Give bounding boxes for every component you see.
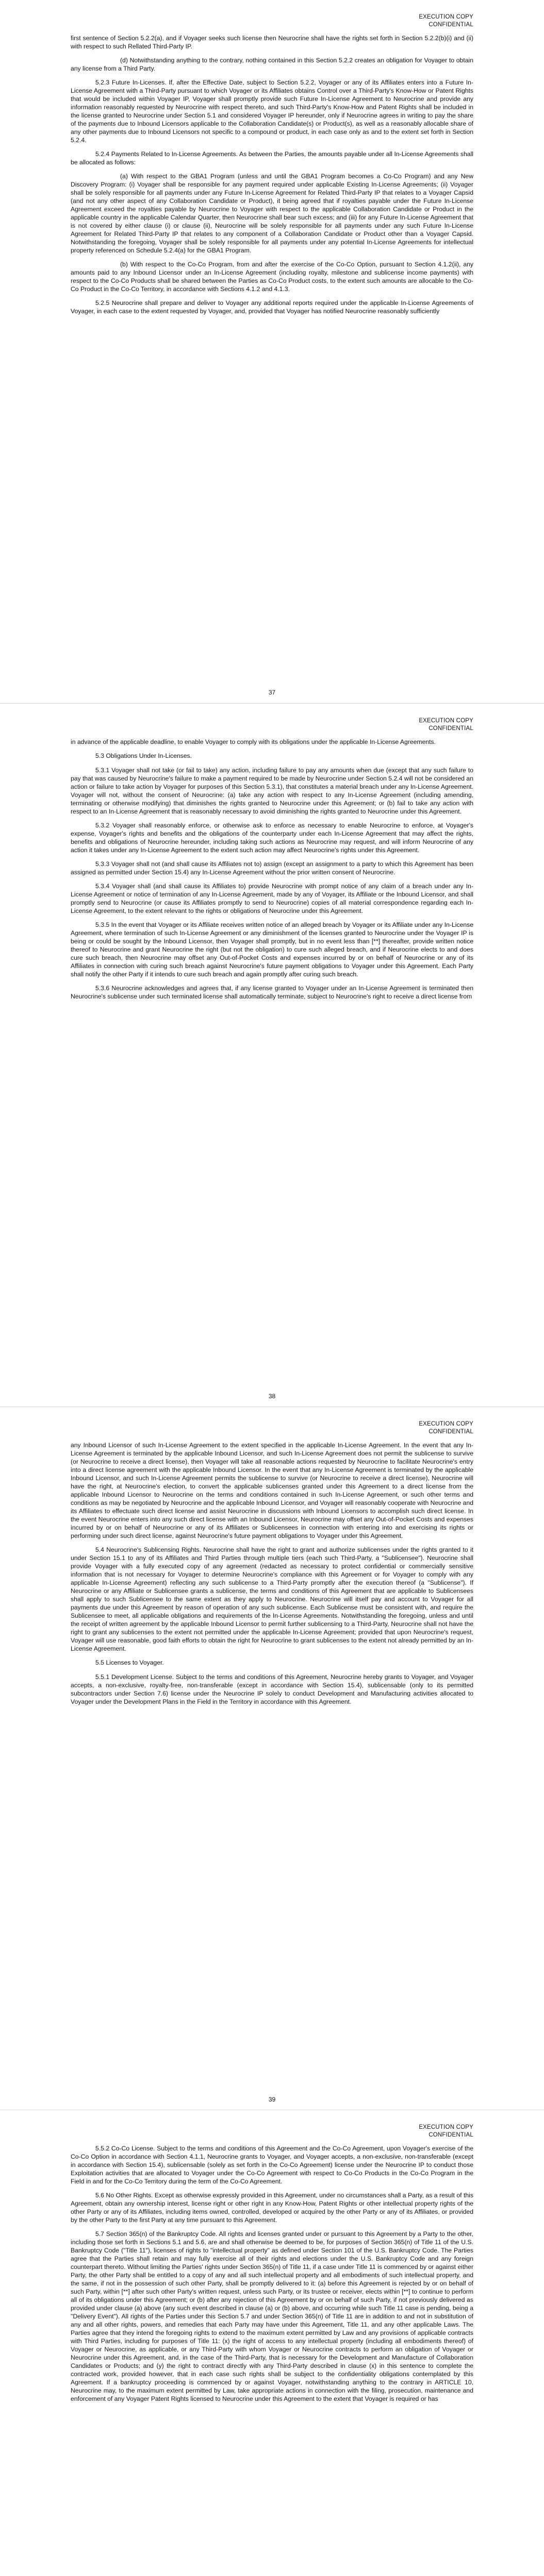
body-paragraph: 5.3.4 Voyager shall (and shall cause its Affiliates to) provide Neurocrine with prompt notice of any claim of a breach under any In-License Agreement or notice of termination of any In-License Agreement, made by any of Voyager, its Affiliate or the Inbound Licensor, and shall promptly send to Neurocrine (or cause its Affiliates promptly to send to Neurocrine) copies of all material correspondence regarding each In-License Agreement, to the extent relevant to the rights or obligations of Neurocrine under this Agreement.	[71, 883, 473, 914]
body-paragraph: 5.7 Section 365(n) of the Bankruptcy Code. All rights and licenses granted under or pursuant to this Agreement by a Party to the other, including those set forth in Sections 5.1 and 5.6, are and shall otherwise be deemed to be, for purposes of Section 365(n) of Title 11 of the U.S. Bankruptcy Code ("Title 11"), licenses of rights to "intellectual property" as defined under Section 101 of the U.S. Bankruptcy Code. The Parties agree that the Parties shall retain and may fully exercise all of their rights and elections under the U.S. Bankruptcy Code and any foreign counterpart thereto. Without limiting the Parties' rights under Section 365(n) of Title 11, if a case under Title 11 is commenced by or against either Party, the other Party shall be entitled to a copy of any and all such intellectual property and all embodiments of such intellectual property, and the same, if not in the possession of such other Party, shall be promptly delivered to it: (a) before this Agreement is rejected by or on behalf of such Party, within [**] after such other Party's written request, unless such Party, or its trustee or receiver, elects within [**] to continue to perform all of its obligations under this Agreement; or (b) after any rejection of this Agreement by or on behalf of such Party, if not previously delivered as provided under clause (a) above (any such event described in clause (a) or (b) above, and occurring while such Title 11 case is pending, being a "Delivery Event"). All rights of the Parties under this Section 5.7 and under Section 365(n) of Title 11 are in addition to and not in substitution of any and all other rights, powers, and remedies that each Party may have under this Agreement, Title 11, and any other applicable Laws. The Parties agree that they intend the foregoing rights to extend to the maximum extent permitted by Law and any provisions of applicable contracts with Third Parties, including for purposes of Title 11: (x) the right of access to any intellectual property (including all embodiments thereof) of Voyager or Neurocrine, as applicable, or any Third-Party with whom Voyager or Neurocrine contracts to perform an obligation of Voyager or Neurocrine under this Agreement, and, in the case of the Third-Party, that is necessary for the Development and Manufacture of Collaboration Candidates or Products; and (y) the right to contract directly with any Third-Party described in clause (x) in this sentence to complete the contracted work, provided however, that in each case such rights shall be subject to the confidentiality obligations contemplated by this Agreement. If a bankruptcy proceeding is commenced by or against Voyager, notwithstanding anything to the contrary in ARTICLE 10, Neurocrine may, to the maximum extent permitted by Law, take appropriate actions in connection with the filing, prosecution, maintenance and enforcement of any Voyager Patent Rights licensed to Neurocrine under this Agreement to the extent that Voyager is required or has	[71, 2230, 473, 2402]
body-paragraph: 5.2.3 Future In-Licenses. If, after the Effective Date, subject to Section 5.2.2, Voyager or any of its Affiliates enters into a Future In-License Agreement with a Third-Party pursuant to which Voyager or its Affiliates obtains Control over a Third-Party's Know-How or Patent Rights that would be included within Voyager IP, Voyager shall promptly provide such Future In-License Agreement to Neurocrine and provide any information reasonably requested by Neurocrine with respect thereto, and such Third-Party's Know-How and Patent Rights shall be included in the license granted to Neurocrine under Section 5.1 and considered Voyager IP hereunder, only if Neurocrine agrees in writing to pay the share of the payments due to Inbound Licensors applicable to the Collaboration Candidate(s) or Product(s), as well as a reasonably allocable share of any other payments due to Inbound Licensors not specific to a compound or product, in each case only as and to the extent set forth in Section 5.2.4.	[71, 79, 473, 144]
document-page	[0, 0, 544, 703]
body-paragraph: 5.3.2 Voyager shall reasonably enforce, or otherwise ask to enforce as necessary to enable Neurocrine to enforce, at Voyager's expense, Voyager's rights and benefits and the obligations of the counterparty under each In-License Agreement that may affect the rights, benefits and obligations of Neurocrine hereunder, including taking such actions as Neurocrine may request, and will inform Neurocrine of any action it takes under any In-License Agreement to the extent such action may affect Neurocrine's rights under this Agreement.	[71, 822, 473, 854]
body-paragraph: 5.3.6 Neurocrine acknowledges and agrees that, if any license granted to Voyager under an In-License Agreement is terminated then Neurocrine's sublicense under such terminated license shall automatically terminate, subject to Neurocrine's right to receive a direct license from	[71, 985, 473, 1000]
body-paragraph: (b) With respect to the Co-Co Program, from and after the exercise of the Co-Co Option, pursuant to Section 4.1.2(ii), any amounts paid to any Inbound Licensor under an In-License Agreement (including royalty, milestone and sublicense income payments) with respect to the Co-Co Products shall be shared between the Parties as Co-Co Product costs, to the extent such amounts are allocable to the Co-Co Product in the Co-Co Territory, in accordance with Sections 4.1.2 and 4.1.3.	[71, 261, 473, 293]
header-line2: CONFIDENTIAL	[428, 2132, 473, 2138]
body-paragraph: 5.4 Neurocrine's Sublicensing Rights. Neurocrine shall have the right to grant and authorize sublicenses under the rights granted to it under Section 15.1 to any of its Affiliates and Third Parties through multiple tiers (each such Third-Party, a "Sublicensee"). Neurocrine shall provide Voyager with a fully executed copy of any agreement (redacted as necessary to protect confidential or commercially sensitive information that is not necessary for Voyager to determine Neurocrine's compliance with this Agreement or for Voyager to comply with any applicable In-License Agreement) reflecting any such sublicense to a Third-Party promptly after the execution thereof (a "Sublicense"). If Neurocrine or any Affiliate or Sublicensee grants a sublicense, the terms and conditions of this Agreement that are applicable to Sublicensees shall apply to such Sublicensee to the same extent as they apply to Neurocrine. Neurocrine will itself pay and account to Voyager for all payments due under this Agreement by reason of operation of any such sublicense. Each Sublicense must be consistent with, and require the Sublicensee to meet, all applicable obligations and requirements of the In-License Agreements. Notwithstanding the foregoing, unless and until the receipt of written agreement by the applicable Inbound Licensor to permit further sublicensing to a Third-Party, Neurocrine shall not have the right to grant any sublicenses to the extent not permitted under the applicable In-License Agreement; provided that upon Neurocrine's request, Voyager will use reasonable, good faith efforts to obtain the right for Neurocrine to grant sublicenses to the extent not already permitted by an In-License Agreement.	[71, 1546, 473, 1652]
body-paragraph: 5.3.1 Voyager shall not take (or fail to take) any action, including failure to pay any amounts when due (except that any such failure to pay that was caused by Neurocrine's failure to make a payment required to be made by Neurocrine under Section 5.2.4 will not be considered an action or failure to take action by Voyager for purposes of this Section 5.3.1), that constitutes a material breach under any In-License Agreement. Voyager will not, without the consent of Neurocrine: (a) take any action with respect to any In-License Agreement (including amending, terminating or otherwise modifying) that diminishes the rights granted to Neurocrine under this Agreement; or (b) fail to take any action with respect to an In-License Agreement that is reasonably necessary to avoid diminishing the rights granted to Neurocrine under this Agreement.	[71, 767, 473, 815]
header-line1: EXECUTION COPY	[419, 14, 473, 20]
body-paragraph: 5.2.4 Payments Related to In-License Agreements. As between the Parties, the amounts payable under all In-License Agreements shall be allocated as follows:	[71, 150, 473, 166]
page-number: 38	[268, 1393, 276, 1400]
body-paragraph: 5.6 No Other Rights. Except as otherwise expressly provided in this Agreement, under no circumstances shall a Party, as a result of this Agreement, obtain any ownership interest, license right or other right in any Know-How, Patent Rights or other intellectual property rights of the other Party or any of its Affiliates, including items owned, controlled, developed or acquired by the other Party or any of its Affiliates, or provided by the other Party to the first Party at any time pursuant to this Agreement.	[71, 2192, 473, 2224]
page-content	[71, 2124, 473, 2576]
header-line1: EXECUTION COPY	[419, 1421, 473, 1427]
header-line1: EXECUTION COPY	[419, 2124, 473, 2130]
document-page	[0, 2110, 544, 2576]
header-line2: CONFIDENTIAL	[428, 22, 473, 28]
page-header	[71, 2124, 473, 2139]
page-content	[71, 13, 473, 690]
page-header	[71, 717, 473, 733]
body-paragraph: 5.3.3 Voyager shall not (and shall cause its Affiliates not to) assign (except an assignment to a party to which this Agreement has been assigned as permitted under Section 15.4) any In-License Agreement without the prior written consent of Neurocrine.	[71, 860, 473, 876]
body-paragraph: first sentence of Section 5.2.2(a), and if Voyager seeks such license then Neurocrine shall have the rights set forth in Section 5.2.2(b)(i) and (ii) with respect to such Rellated Third-Party IP.	[71, 35, 473, 50]
section-heading: 5.3 Obligations Under In-Licenses.	[95, 752, 192, 759]
document-page	[0, 1406, 544, 2110]
body-paragraph: any Inbound Licensor of such In-License Agreement to the extent specified in the applicable In-License Agreement. In the event that any In-License Agreement is terminated by the applicable Inbound Licensor, and such In-License Agreement does not permit the sublicense to survive (or Neurocrine to receive a direct license), then Voyager will take all reasonable actions requested by Neurocrine to facilitate Neurocrine's entry into a direct license agreement with the applicable Inbound Licensor. In the event that any In-License Agreement is terminated by the applicable Inbound Licensor, and such In-License Agreement permits the sublicense to survive (or Neurocrine to receive a direct license), Neurocrine will have the right, at Neurocrine's election, to convert the applicable sublicenses granted under this Agreement to a direct license from the applicable Inbound Licensor to Neurocrine on the terms and conditions contained in such In-License Agreement, or such other terms and conditions as may be negotiated by Neurocrine and the applicable Inbound Licensor, and Voyager will reasonably cooperate with Neurocrine and its Affiliates to effectuate such direct license and assist Neurocrine in discussions with Inbound Licensors to accomplish such direct license. In the event Neurocrine enters into any such direct license with an Inbound Licensor, Neurocrine may offset any Out-of-Pocket Costs and expenses incurred by or on behalf of Neurocrine or any of its Affiliates or Sublicensees in connection with entering into and exercising its rights or performing under such direct license, against Neurocrine's future payment obligations to Voyager under this Agreement.	[71, 1442, 473, 1539]
body-paragraph: 5.5.2 Co-Co License. Subject to the terms and conditions of this Agreement and the Co-Co Agreement, upon Voyager's exercise of the Co-Co Option in accordance with Section 4.1.1, Neurocrine grants to Voyager, and Voyager accepts, a non-exclusive, non-transferable (except in accordance with Section 15.4), sublicensable (solely as set forth in the Co-Co Agreement) license under the Neurocrine IP to conduct those Exploitation activities that are allocated to Voyager under the Co-Co Agreement with respect to Co-Co Products in the Co-Co Program in the Field in and for the Co-Co Territory during the term of the Co-Co Agreement.	[71, 2145, 473, 2185]
page-content	[71, 717, 473, 1394]
page-number: 37	[268, 689, 276, 696]
header-line2: CONFIDENTIAL	[428, 725, 473, 732]
header-line1: EXECUTION COPY	[419, 718, 473, 724]
body-paragraph: (d) Notwithstanding anything to the contrary, nothing contained in this Section 5.2.2 creates an obligation for Voyager to obtain any license from a Third Party.	[71, 57, 473, 72]
page-content	[71, 1420, 473, 2097]
body-paragraph: 5.2.5 Neurocrine shall prepare and deliver to Voyager any additional reports required under the applicable In-License Agreements of Voyager, in each case to the extent requested by Voyager, and, provided that Voyager has notified Neurocrine reasonably sufficiently	[71, 299, 473, 315]
page-header	[71, 13, 473, 29]
section-heading: 5.5 Licenses to Voyager.	[95, 1659, 164, 1666]
body-paragraph: (a) With respect to the GBA1 Program (unless and until the GBA1 Program becomes a Co-Co Program) and any New Discovery Program: (i) Voyager shall be responsible for any payment required under applicable Existing In-License Agreements; (ii) Voyager shall be solely responsible for all payments under any Future In-License Agreement for Related Third-Party IP that relates to a Voyager Capsid (and not any other aspect of any Collaboration Candidate or Product), it being agreed that if royalties payable under the Future In-License Agreement exceed the royalties payable by Neurocrine to Voyager with respect to the applicable Collaboration Candidate or Product in the applicable country in the applicable Calendar Quarter, then Neurocrine shall bear such excess; and (iii) for any Future In-License Agreement that is not covered by either clause (i) or clause (ii), Neurocrine will be solely responsible for all payments under any such Future In-License Agreement for Related Third-Party IP that relates to any component of a Collaboration Candidate or Product other than a Voyager Capsid. Notwithstanding the foregoing, Voyager shall be solely responsible for all payments under any potential In-License Agreements for intellectual property referenced on Schedule 5.2.4(a) for the GBA1 Program.	[71, 173, 473, 254]
header-line2: CONFIDENTIAL	[428, 1429, 473, 1435]
body-paragraph: 5.5.1 Development License. Subject to the terms and conditions of this Agreement, Neurocrine hereby grants to Voyager, and Voyager accepts, a non-exclusive, royalty-free, non-transferable (except in accordance with Section 15.4), sublicensable (only to its permitted subcontractors under Section 7.6) license under the Neurocrine IP solely to conduct Development and Manufacturing activities allocated to Voyager under the Development Plans in the Field in the Territory in accordance with this Agreement.	[71, 1673, 473, 1705]
page-header	[71, 1420, 473, 1436]
document-page	[0, 703, 544, 1407]
body-paragraph: 5.3.5 In the event that Voyager or its Affiliate receives written notice of an alleged breach by Voyager or its Affiliate under any In-License Agreement, where termination of such In-License Agreement or any diminishment of the licenses granted to Neurocrine under the Voyager IP is being or could be sought by the Inbound Licensor, then Voyager shall promptly, but in no event less than [**] thereafter, provide written notice thereof to Neurocrine and grant Neurocrine the right (but not the obligation) to cure such alleged breach, and if Neurocrine elects to and does cure such breach, then Neurocrine may offset any Out-of-Pocket Costs and expenses incurred by or on behalf of Neurocrine or any of its Affiliates in connection with curing such breach against Neurocrine's future payment obligations to Voyager under this Agreement. Each Party shall notify the other Party if it intends to cure such breach and again promptly after curing such breach.	[71, 921, 473, 978]
page-number: 39	[268, 2096, 276, 2103]
body-paragraph: in advance of the applicable deadline, to enable Voyager to comply with its obligations under the applicable In-License Agreements.	[71, 738, 436, 745]
